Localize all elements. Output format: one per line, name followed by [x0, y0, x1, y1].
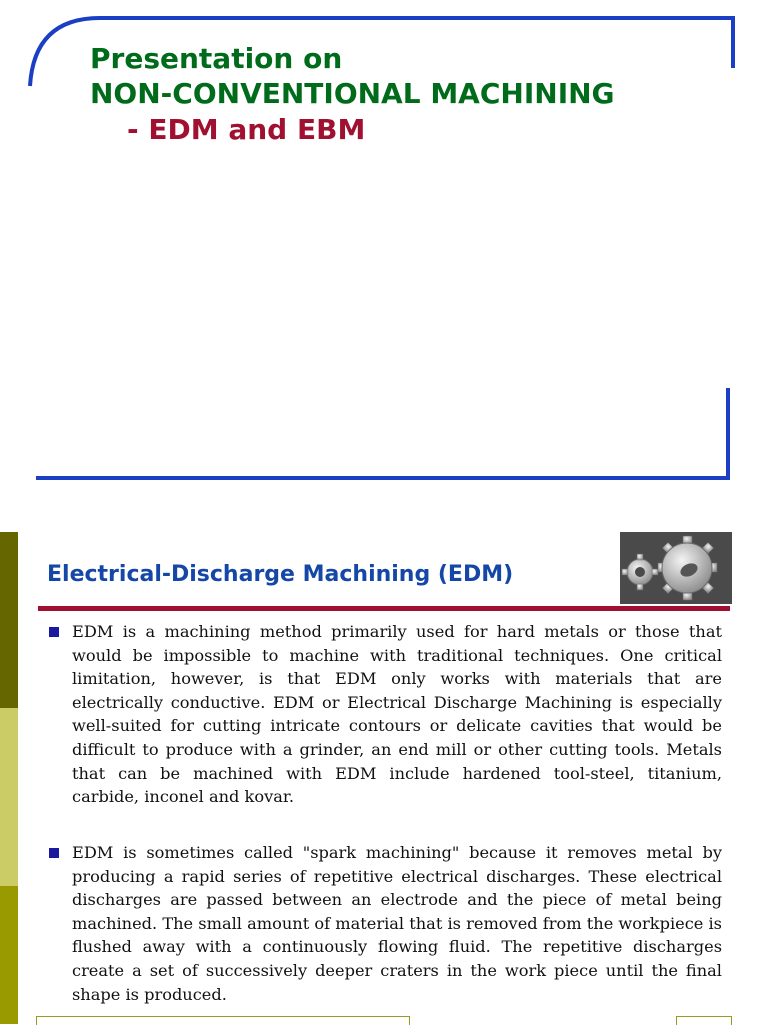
slide-title: Electrical-Discharge Machining (EDM) [47, 562, 514, 587]
gears-image [620, 532, 732, 604]
bullet-text-1: EDM is a machining method primarily used for hard metals or those that would be impossible to machine with traditional techniques. One critical limitation, however, is that EDM only works with materials that are electrically conductive. EDM or Electrical Discharge Machining is especially well-suited for cutting intricate contours or delicate cavities that would be difficult to produce with a grinder, an end mill or other cutting tools. Metals that can be machined with EDM include hardened tool-steel, titanium, carbide, inconel and kovar. [72, 622, 722, 807]
title-rule [38, 606, 730, 611]
bullet-text-2: EDM is sometimes called "spark machining" because it removes metal by producing a rapid series of repetitive electrical discharges. These electrical discharges are passed between an electrode and the piece of metal being machined. The small amount of material that is removed from the workpiece is flushed away with a continuously flowing fluid. The repetitive discharges create a set of successively deeper craters in the work piece until the final shape is produced. [72, 843, 722, 1004]
frame-bottom-border [36, 388, 728, 478]
title-line-2: NON-CONVENTIONAL MACHINING [90, 77, 615, 110]
side-strip-dark [0, 532, 18, 708]
small-gear-icon [622, 554, 658, 590]
side-strip-mid [0, 886, 18, 1024]
title-line-3: - EDM and EBM [127, 113, 366, 146]
bullet-icon [49, 848, 59, 858]
edm-slide [0, 532, 768, 1024]
side-strip-light [0, 708, 18, 886]
bullet-icon [49, 627, 59, 637]
large-gear-icon [658, 536, 717, 600]
title-line-1: Presentation on [90, 42, 343, 75]
